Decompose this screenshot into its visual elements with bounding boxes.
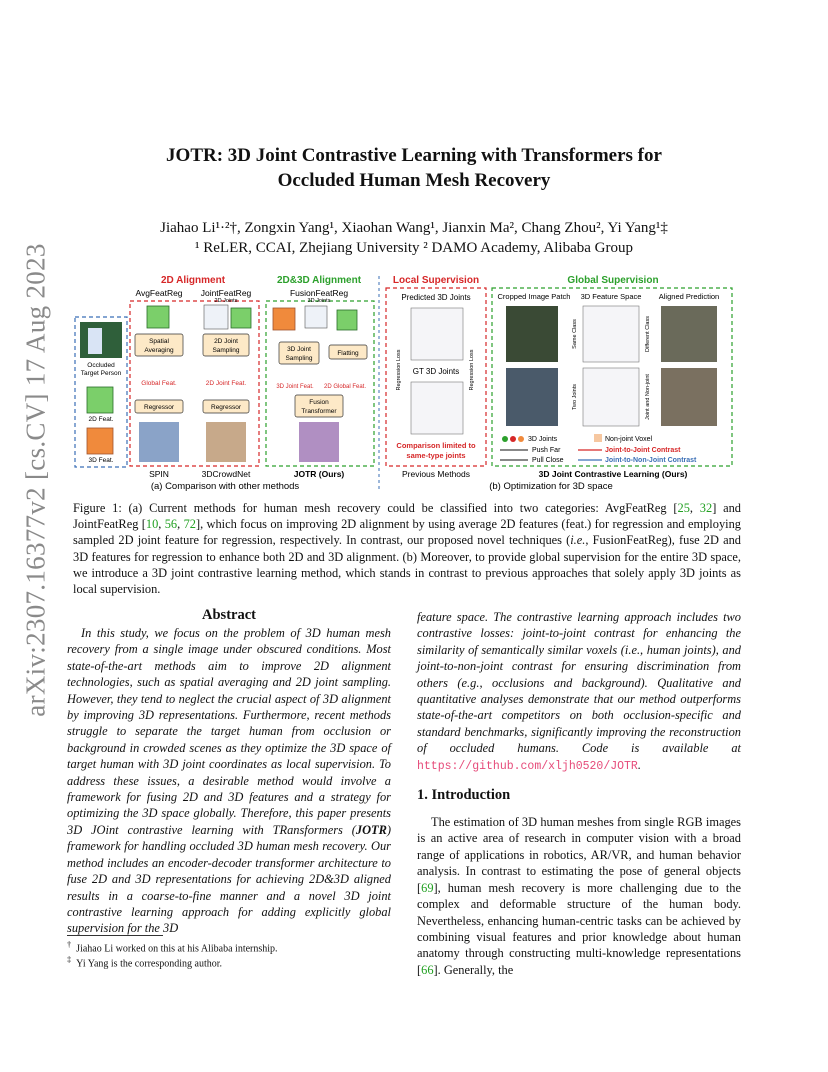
lbl-spin: SPIN	[149, 469, 169, 479]
svg-text:Fusion: Fusion	[309, 399, 329, 406]
feature-space-1	[583, 306, 639, 362]
svg-text:Transformer: Transformer	[301, 408, 337, 415]
lbl-previous-methods: Previous Methods	[401, 469, 471, 479]
feat3d-label: 3D Feat.	[88, 457, 114, 464]
figure-caption: Figure 1: (a) Current methods for human mesh recovery could be classified into two categories: AvgFeatReg [25, 32] and JointFeatReg [10, 56, 72], which focus on improving 2D alignment by using average 2D features (feat.) for regression and employing sampled 2D joint feature for regression, respectively. In contrast, our proposed novel techniques (i.e., FusionFeatReg), fuse 2D and 3D features for regression to enhance both 2D and 3D alignment. (b) Moreover, to provide global supervision for the entire 3D space, we introduce a 3D joint contrastive learning method, which stands in contrast to previous approaches that solely apply 3D joints as local supervision.	[73, 501, 741, 597]
svg-text:same-type joints: same-type joints	[406, 451, 466, 460]
lbl-3dcrowdnet: 3DCrowdNet	[201, 469, 251, 479]
svg-text:2D Joint Feat.: 2D Joint Feat.	[205, 380, 247, 387]
hdr-local-supervision: Local Supervision	[392, 275, 480, 286]
occluded-label-2: Target Person	[80, 370, 122, 377]
abstract-continued: feature space. The contrastive learning approach includes two contrastive losses: joint-to-joint contrast for enhancing the similarity of semantically similar voxels (i.e., human joints), and joint-to-non-joint contrast for ensuring discrimination from others (e.g., occlusions and background). Qualitative and quantitative analyses demonstrate that our method outperforms state-of-the-art competitors on both occlusion-specific and standard benchmarks, significantly improving the reconstruction of occluded humans. Code is available at https://github.com/xljh0520/JOTR.	[417, 610, 741, 773]
hdr-2d3d-alignment: 2D&3D Alignment	[276, 275, 362, 286]
svg-text:Spatial: Spatial	[149, 338, 169, 345]
aligned-prediction-1	[661, 306, 717, 362]
svg-text:Flatting: Flatting	[337, 350, 359, 357]
feat2d-cube	[87, 387, 113, 413]
svg-text:Regression Loss: Regression Loss	[396, 349, 402, 391]
svg-text:Joint and Non-joint: Joint and Non-joint	[645, 374, 651, 420]
svg-text:Joint-to-Non-Joint Contrast: Joint-to-Non-Joint Contrast	[605, 457, 697, 464]
svg-text:2D Global Feat.: 2D Global Feat.	[323, 384, 367, 390]
lbl-jotr: JOTR (Ours)	[293, 469, 345, 479]
svg-text:Regression Loss: Regression Loss	[469, 349, 475, 391]
svg-text:Aligned Prediction: Aligned Prediction	[658, 292, 720, 301]
svg-text:Averaging: Averaging	[144, 347, 174, 354]
svg-text:Same Class: Same Class	[572, 319, 578, 349]
lbl-jointfeatreg: JointFeatReg	[200, 288, 252, 298]
jotr-result-image	[299, 422, 339, 462]
svg-text:Cropped Image Patch: Cropped Image Patch	[497, 292, 571, 301]
intro-heading: 1. Introduction	[417, 787, 511, 804]
svg-text:FusionFeatReg: FusionFeatReg	[289, 288, 349, 298]
code-link[interactable]: https://github.com/xljh0520/JOTR	[417, 759, 638, 773]
arxiv-stamp: arXiv:2307.16377v2 [cs.CV] 17 Aug 2023	[20, 243, 51, 717]
svg-text:3D Joints: 3D Joints	[528, 436, 558, 443]
aligned-prediction-2	[661, 368, 717, 426]
svg-text:Two Joints: Two Joints	[572, 384, 578, 410]
svg-text:Sampling: Sampling	[212, 347, 240, 354]
global-feat-label: Global Feat.	[141, 380, 177, 387]
svg-text:Comparison limited to: Comparison limited to	[396, 441, 476, 450]
svg-text:3D Feature Space: 3D Feature Space	[580, 292, 642, 301]
svg-text:Predicted 3D Joints: Predicted 3D Joints	[401, 293, 471, 302]
figure-1	[73, 270, 741, 496]
affiliations: ¹ ReLER, CCAI, Zhejiang University ² DAMO Academy, Alibaba Group	[195, 240, 633, 256]
svg-text:Regressor: Regressor	[144, 404, 174, 411]
right-column	[417, 609, 741, 978]
cropped-patch-2	[506, 368, 558, 426]
footnote-2: ‡ Yi Yang is the corresponding author.	[67, 955, 222, 970]
author-block	[60, 218, 768, 258]
intro-text: The estimation of 3D human meshes from single RGB images is an active area of research in computer vision with a broad range of applications in robotics, AR/VR, and human behavior analysis. In contrast to estimating the pose of general objects [69], human mesh recovery is more challenging due to the complex and deformable structure of the human body. Nevertheless, enhancing human-centric tasks can be achieved by combining visual features and prior knowledge about human anatomy through constructing multi-knowledge representations [66]. Generally, the	[417, 815, 741, 977]
svg-text:Regressor: Regressor	[211, 404, 241, 411]
footnote-1: † Jiahao Li worked on this at his Alibaba internship.	[67, 940, 278, 955]
occluded-label-1: Occluded	[87, 362, 115, 369]
svg-text:Different Class: Different Class	[645, 316, 651, 352]
feat3d-cube	[87, 428, 113, 454]
abstract-text: In this study, we focus on the problem of 3D human mesh recovery from a single image under obscured conditions. Most state-of-the-art methods aim to improve 2D alignment technologies, such as spatial averaging and 2D joint sampling. However, they tend to neglect the crucial aspect of 3D alignment by improving 3D representations. Furthermore, recent methods struggle to separate the target human from occlusion or background in crowded scenes as they optimize the 3D space of target human with 3D joint coordinates as local supervision. To address these issues, a desirable method would involve a framework for fusing 2D and 3D features and a strategy for optimizing the 3D space globally. Therefore, this paper presents 3D JOint contrastive learning with TRansformers (JOTR) framework for handling occluded 3D human mesh recovery. Our method includes an encoder-decoder transformer architecture to fuse 2D and 3D representations for achieving 2D&3D aligned results in a coarse-to-fine manner and a novel 3D joint contrastive learning approach for adding explicitly global supervision for the 3D	[67, 626, 391, 936]
feature-space-2	[583, 368, 639, 426]
svg-text:3D Joint: 3D Joint	[287, 346, 311, 353]
3dcrowdnet-result-image	[206, 422, 246, 462]
svg-text:Joint-to-Joint Contrast: Joint-to-Joint Contrast	[605, 447, 681, 454]
svg-text:2D Joints: 2D Joints	[214, 298, 238, 304]
svg-text:3D Joints: 3D Joints	[307, 298, 331, 304]
paper-title: JOTR: 3D Joint Contrastive Learning with Transformers for Occluded Human Mesh Recovery	[166, 145, 662, 191]
svg-text:GT 3D Joints: GT 3D Joints	[412, 367, 460, 376]
left-column	[67, 607, 391, 937]
feat2d-label: 2D Feat.	[88, 416, 114, 423]
svg-text:Sampling: Sampling	[285, 355, 313, 362]
svg-text:Push Far: Push Far	[532, 447, 561, 454]
cropped-patch-1	[506, 306, 558, 362]
abstract-heading: Abstract	[202, 607, 256, 623]
hdr-global-supervision: Global Supervision	[567, 275, 659, 286]
subcaption-b: (b) Optimization for 3D space	[489, 481, 613, 492]
svg-text:2D Joint: 2D Joint	[214, 338, 238, 345]
subcaption-a: (a) Comparison with other methods	[150, 481, 300, 492]
hdr-2d-alignment: 2D Alignment	[160, 275, 226, 286]
svg-text:3D Joint Feat.: 3D Joint Feat.	[276, 384, 314, 390]
lbl-3d-joint-contrastive-learning: 3D Joint Contrastive Learning (Ours)	[538, 469, 688, 479]
lbl-avgfeatreg: AvgFeatReg	[135, 288, 183, 298]
footnote-rule	[67, 935, 163, 936]
svg-text:Pull Close: Pull Close	[532, 457, 564, 464]
svg-text:Non-joint Voxel: Non-joint Voxel	[605, 436, 653, 443]
authors: Jiahao Li¹·²†, Zongxin Yang¹, Xiaohan Wang¹, Jianxin Ma², Chang Zhou², Yi Yang¹‡	[160, 220, 668, 236]
spin-result-image	[139, 422, 179, 462]
